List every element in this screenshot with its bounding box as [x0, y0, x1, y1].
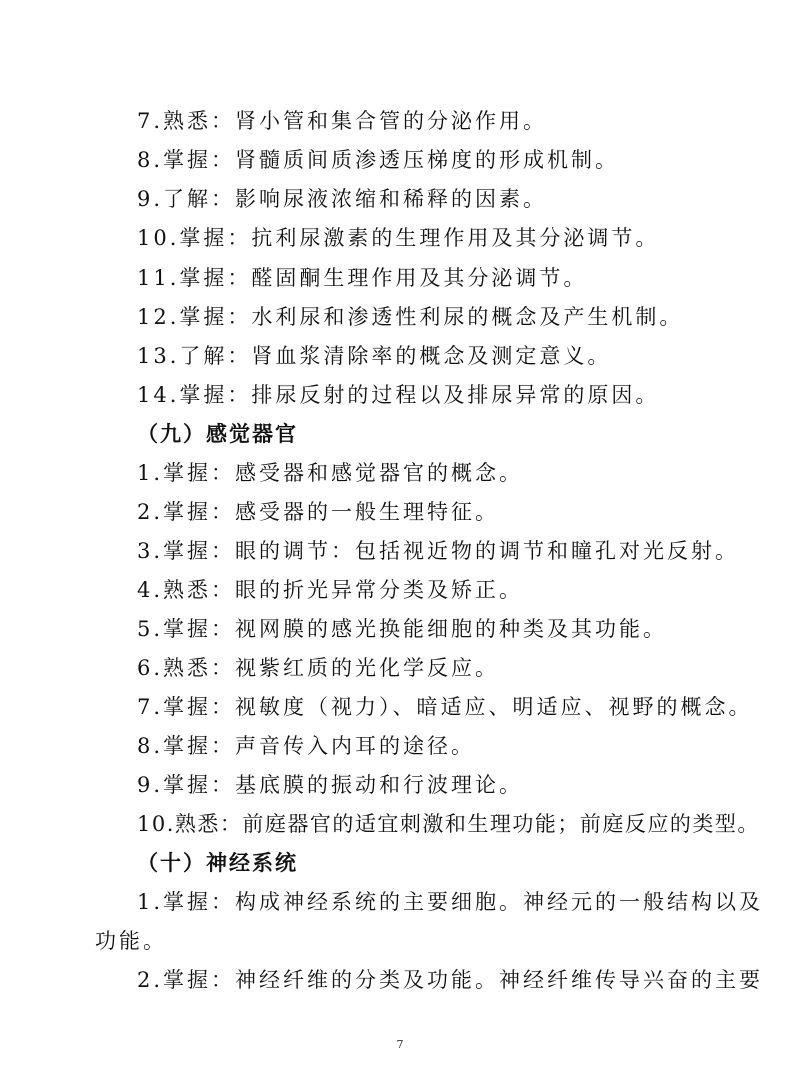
text-line: 8.掌握：肾髓质间质渗透压梯度的形成机制。	[137, 148, 620, 172]
text-line: 5.掌握：视网膜的感光换能细胞的种类及其功能。	[137, 617, 668, 641]
text-line: 13.了解：肾血浆清除率的概念及测定意义。	[137, 344, 612, 368]
page-number: 7	[396, 1038, 404, 1051]
text-line: 10.熟悉：前庭器官的适宜刺激和生理功能；前庭反应的类型。	[137, 812, 760, 836]
text-line: 9.了解：影响尿液浓缩和稀释的因素。	[137, 187, 548, 211]
text-line: 功能。	[95, 929, 167, 953]
text-line: 11.掌握：醛固酮生理作用及其分泌调节。	[137, 266, 588, 290]
section-heading: （十）神经系统	[137, 850, 298, 875]
text-line: 14.掌握：排尿反射的过程以及排尿异常的原因。	[137, 383, 660, 407]
text-line: 2.掌握：神经纤维的分类及功能。神经纤维传导兴奋的主要	[137, 968, 764, 992]
section-heading: （九）感觉器官	[137, 421, 298, 446]
text-line: 4.熟悉：眼的折光异常分类及矫正。	[137, 578, 524, 602]
text-line: 6.熟悉：视紫红质的光化学反应。	[137, 656, 500, 680]
text-line: 10.掌握：抗利尿激素的生理作用及其分泌调节。	[137, 226, 660, 250]
text-line: 1.掌握：感受器和感觉器官的概念。	[137, 461, 524, 485]
text-line: 7.熟悉：肾小管和集合管的分泌作用。	[137, 109, 548, 133]
text-line: 3.掌握：眼的调节：包括视近物的调节和瞳孔对光反射。	[137, 539, 740, 563]
text-line: 1.掌握：构成神经系统的主要细胞。神经元的一般结构以及	[137, 890, 764, 914]
text-line: 9.掌握：基底膜的振动和行波理论。	[137, 773, 524, 797]
text-line: 12.掌握：水利尿和渗透性利尿的概念及产生机制。	[137, 305, 684, 329]
text-line: 7.掌握：视敏度（视力）、暗适应、明适应、视野的概念。	[137, 695, 753, 719]
text-line: 8.掌握：声音传入内耳的途径。	[137, 734, 476, 758]
text-line: 2.掌握：感受器的一般生理特征。	[137, 500, 500, 524]
